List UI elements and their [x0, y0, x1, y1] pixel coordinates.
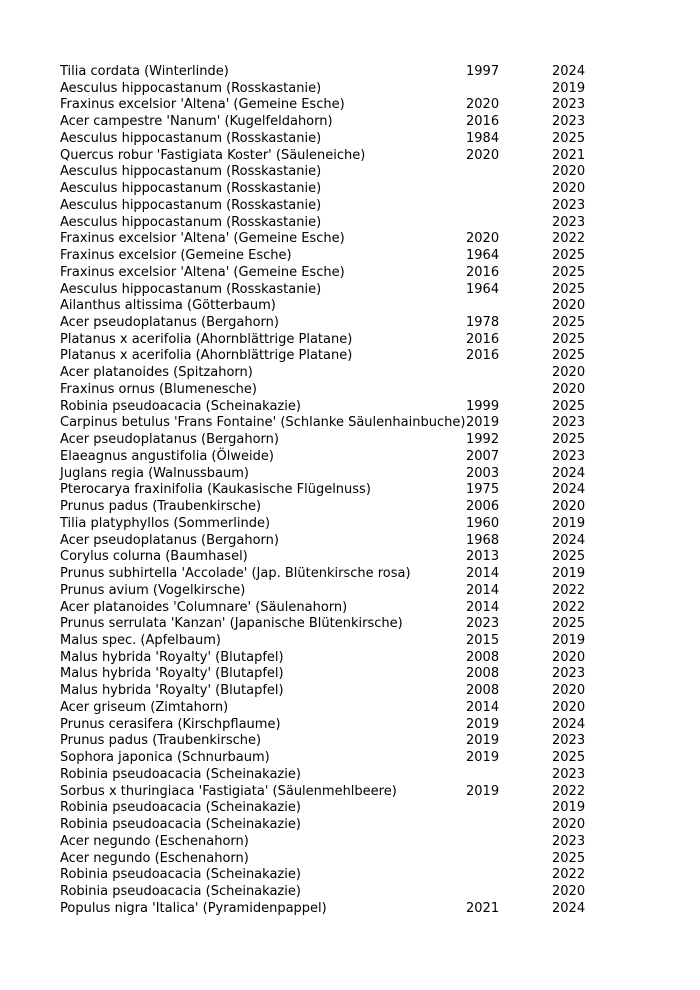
- table-row: [60, 482, 600, 499]
- planted-year-cell: 2016: [466, 114, 500, 130]
- table-row: [60, 315, 600, 332]
- checked-year-cell: 2020: [552, 298, 586, 314]
- planted-year-cell: [466, 215, 552, 232]
- table-row: [60, 181, 600, 198]
- checked-year-cell: 2025: [552, 850, 586, 866]
- tree-name-cell: Malus hybrida 'Royalty' (Blutapfel): [60, 649, 284, 665]
- planted-year-cell: 2020: [466, 97, 500, 113]
- tree-name-cell: Fraxinus ornus (Blumenesche): [60, 381, 257, 397]
- table-row: [60, 717, 600, 734]
- table-row: [60, 884, 600, 901]
- tree-name-cell: Aesculus hippocastanum (Rosskastanie): [60, 197, 322, 213]
- table-row: [60, 282, 600, 299]
- table-row: [60, 215, 600, 232]
- checked-year-cell: 2022: [552, 867, 586, 883]
- planted-year-cell: 1992: [466, 432, 500, 448]
- checked-year-cell: 2023: [552, 666, 586, 682]
- tree-name-cell: Tilia cordata (Winterlinde): [60, 64, 229, 79]
- planted-year-cell: [466, 767, 552, 784]
- tree-name-cell: Acer pseudoplatanus (Bergahorn): [60, 432, 279, 448]
- planted-year-cell: 2013: [466, 549, 500, 565]
- tree-name-cell: Platanus x acerifolia (Ahornblättrige Platane): [60, 348, 353, 364]
- planted-year-cell: [466, 181, 552, 198]
- table-row: [60, 64, 600, 81]
- planted-year-cell: [466, 884, 552, 901]
- planted-year-cell: 1964: [466, 281, 500, 297]
- table-row: [60, 131, 600, 148]
- planted-year-cell: 2003: [466, 465, 500, 481]
- planted-year-cell: 1999: [466, 398, 500, 414]
- planted-year-cell: [466, 817, 552, 834]
- tree-name-cell: Aesculus hippocastanum (Rosskastanie): [60, 181, 322, 197]
- planted-year-cell: 1964: [466, 248, 500, 264]
- tree-name-cell: Robinia pseudoacacia (Scheinakazie): [60, 817, 301, 833]
- checked-year-cell: 2022: [552, 783, 586, 799]
- checked-year-cell: 2023: [552, 733, 586, 749]
- planted-year-cell: [466, 365, 552, 382]
- tree-name-cell: Acer griseum (Zimtahorn): [60, 699, 229, 715]
- checked-year-cell: 2024: [552, 482, 586, 498]
- planted-year-cell: 2016: [466, 331, 500, 347]
- planted-year-cell: 2008: [466, 666, 500, 682]
- planted-year-cell: 2023: [466, 616, 500, 632]
- table-row: [60, 800, 600, 817]
- table-row: [60, 566, 600, 583]
- planted-year-cell: 1997: [466, 64, 500, 79]
- checked-year-cell: 2025: [552, 398, 586, 414]
- tree-name-cell: Platanus x acerifolia (Ahornblättrige Platane): [60, 331, 353, 347]
- table-row: [60, 650, 600, 667]
- tree-name-cell: Acer platanoides 'Columnare' (Säulenahorn): [60, 599, 348, 615]
- tree-name-cell: Acer pseudoplatanus (Bergahorn): [60, 532, 279, 548]
- tree-table: [60, 64, 600, 917]
- checked-year-cell: 2019: [552, 515, 586, 531]
- table-row: [60, 750, 600, 767]
- planted-year-cell: [466, 834, 552, 851]
- checked-year-cell: 2022: [552, 231, 586, 247]
- checked-year-cell: 2020: [552, 649, 586, 665]
- checked-year-cell: 2025: [552, 348, 586, 364]
- planted-year-cell: 2006: [466, 499, 500, 515]
- checked-year-cell: 2025: [552, 248, 586, 264]
- planted-year-cell: 2016: [466, 348, 500, 364]
- planted-year-cell: 2016: [466, 264, 500, 280]
- table-row: [60, 231, 600, 248]
- planted-year-cell: [466, 867, 552, 884]
- tree-name-cell: Robinia pseudoacacia (Scheinakazie): [60, 398, 301, 414]
- planted-year-cell: 2014: [466, 566, 500, 582]
- tree-name-cell: Robinia pseudoacacia (Scheinakazie): [60, 800, 301, 816]
- planted-year-cell: 1978: [466, 315, 500, 331]
- checked-year-cell: 2020: [552, 365, 586, 381]
- tree-name-cell: Prunus padus (Traubenkirsche): [60, 733, 262, 749]
- table-row: [60, 332, 600, 349]
- table-row: [60, 784, 600, 801]
- tree-name-cell: Malus hybrida 'Royalty' (Blutapfel): [60, 666, 284, 682]
- checked-year-cell: 2024: [552, 532, 586, 548]
- tree-name-cell: Aesculus hippocastanum (Rosskastanie): [60, 281, 322, 297]
- planted-year-cell: 2008: [466, 683, 500, 699]
- table-row: [60, 198, 600, 215]
- tree-name-cell: Malus hybrida 'Royalty' (Blutapfel): [60, 683, 284, 699]
- checked-year-cell: 2019: [552, 566, 586, 582]
- tree-name-cell: Fraxinus excelsior (Gemeine Esche): [60, 248, 292, 264]
- tree-table-body: [60, 64, 600, 917]
- tree-name-cell: Tilia platyphyllos (Sommerlinde): [60, 515, 271, 531]
- checked-year-cell: 2021: [552, 147, 586, 163]
- checked-year-cell: 2020: [552, 499, 586, 515]
- checked-year-cell: 2023: [552, 214, 586, 230]
- checked-year-cell: 2020: [552, 883, 586, 899]
- tree-name-cell: Prunus serrulata 'Kanzan' (Japanische Blütenkirsche): [60, 616, 403, 632]
- table-row: [60, 449, 600, 466]
- checked-year-cell: 2023: [552, 114, 586, 130]
- planted-year-cell: 2019: [466, 783, 500, 799]
- checked-year-cell: 2022: [552, 582, 586, 598]
- planted-year-cell: 1975: [466, 482, 500, 498]
- tree-name-cell: Elaeagnus angustifolia (Ölweide): [60, 448, 274, 464]
- planted-year-cell: 2019: [466, 750, 500, 766]
- checked-year-cell: 2025: [552, 750, 586, 766]
- tree-name-cell: Aesculus hippocastanum (Rosskastanie): [60, 80, 322, 96]
- tree-name-cell: Acer negundo (Eschenahorn): [60, 850, 249, 866]
- checked-year-cell: 2025: [552, 281, 586, 297]
- tree-name-cell: Ailanthus altissima (Götterbaum): [60, 298, 276, 314]
- table-row: [60, 533, 600, 550]
- planted-year-cell: 2015: [466, 632, 500, 648]
- table-row: [60, 248, 600, 265]
- tree-name-cell: Robinia pseudoacacia (Scheinakazie): [60, 867, 301, 883]
- checked-year-cell: 2020: [552, 164, 586, 180]
- tree-name-cell: Acer negundo (Eschenahorn): [60, 833, 249, 849]
- checked-year-cell: 2019: [552, 80, 586, 96]
- planted-year-cell: [466, 382, 552, 399]
- checked-year-cell: 2025: [552, 331, 586, 347]
- planted-year-cell: 1968: [466, 532, 500, 548]
- planted-year-cell: [466, 164, 552, 181]
- planted-year-cell: 2008: [466, 649, 500, 665]
- checked-year-cell: 2024: [552, 900, 586, 916]
- table-row: [60, 600, 600, 617]
- tree-name-cell: Prunus avium (Vogelkirsche): [60, 582, 246, 598]
- checked-year-cell: 2023: [552, 766, 586, 782]
- checked-year-cell: 2024: [552, 465, 586, 481]
- planted-year-cell: 2021: [466, 900, 500, 916]
- table-row: [60, 432, 600, 449]
- checked-year-cell: 2025: [552, 616, 586, 632]
- tree-name-cell: Aesculus hippocastanum (Rosskastanie): [60, 164, 322, 180]
- planted-year-cell: [466, 81, 552, 98]
- planted-year-cell: 2007: [466, 448, 500, 464]
- tree-name-cell: Fraxinus excelsior 'Altena' (Gemeine Esche): [60, 97, 345, 113]
- tree-name-cell: Carpinus betulus 'Frans Fontaine' (Schlanke Säulenhainbuche): [60, 415, 466, 431]
- table-row: [60, 466, 600, 483]
- checked-year-cell: 2019: [552, 632, 586, 648]
- planted-year-cell: 2020: [466, 231, 500, 247]
- tree-name-cell: Sorbus x thuringiaca 'Fastigiata' (Säulenmehlbeere): [60, 783, 397, 799]
- tree-name-cell: Acer pseudoplatanus (Bergahorn): [60, 315, 279, 331]
- table-row: [60, 415, 600, 432]
- table-row: [60, 683, 600, 700]
- planted-year-cell: [466, 298, 552, 315]
- tree-name-cell: Prunus cerasifera (Kirschpflaume): [60, 716, 281, 732]
- tree-name-cell: Prunus subhirtella 'Accolade' (Jap. Blütenkirsche rosa): [60, 566, 411, 582]
- tree-name-cell: Aesculus hippocastanum (Rosskastanie): [60, 130, 322, 146]
- table-row: [60, 767, 600, 784]
- table-row: [60, 700, 600, 717]
- table-row: [60, 616, 600, 633]
- table-row: [60, 516, 600, 533]
- planted-year-cell: [466, 851, 552, 868]
- tree-name-cell: Juglans regia (Walnussbaum): [60, 465, 249, 481]
- planted-year-cell: 1984: [466, 130, 500, 146]
- table-row: [60, 666, 600, 683]
- tree-name-cell: Fraxinus excelsior 'Altena' (Gemeine Esche): [60, 264, 345, 280]
- planted-year-cell: 2014: [466, 699, 500, 715]
- table-row: [60, 583, 600, 600]
- table-row: [60, 148, 600, 165]
- table-row: [60, 633, 600, 650]
- tree-name-cell: Malus spec. (Apfelbaum): [60, 632, 221, 648]
- planted-year-cell: 2014: [466, 582, 500, 598]
- planted-year-cell: 2019: [466, 716, 500, 732]
- table-row: [60, 834, 600, 851]
- tree-name-cell: Fraxinus excelsior 'Altena' (Gemeine Esche): [60, 231, 345, 247]
- checked-year-cell: 2023: [552, 448, 586, 464]
- checked-year-cell: 2025: [552, 315, 586, 331]
- tree-name-cell: Quercus robur 'Fastigiata Koster' (Säuleneiche): [60, 147, 366, 163]
- table-row: [60, 348, 600, 365]
- planted-year-cell: 2019: [466, 415, 500, 431]
- tree-name-cell: Populus nigra 'Italica' (Pyramidenpappel): [60, 900, 327, 916]
- table-row: [60, 365, 600, 382]
- checked-year-cell: 2024: [552, 716, 586, 732]
- table-row: [60, 901, 600, 918]
- checked-year-cell: 2025: [552, 130, 586, 146]
- tree-name-cell: Robinia pseudoacacia (Scheinakazie): [60, 883, 301, 899]
- checked-year-cell: 2020: [552, 683, 586, 699]
- checked-year-cell: 2020: [552, 181, 586, 197]
- checked-year-cell: 2020: [552, 817, 586, 833]
- checked-year-cell: 2023: [552, 197, 586, 213]
- table-row: [60, 265, 600, 282]
- table-row: [60, 733, 600, 750]
- checked-year-cell: 2025: [552, 432, 586, 448]
- table-row: [60, 399, 600, 416]
- table-row: [60, 851, 600, 868]
- planted-year-cell: 1960: [466, 515, 500, 531]
- table-row: [60, 817, 600, 834]
- checked-year-cell: 2023: [552, 833, 586, 849]
- table-row: [60, 499, 600, 516]
- checked-year-cell: 2025: [552, 264, 586, 280]
- table-row: [60, 81, 600, 98]
- table-row: [60, 549, 600, 566]
- planted-year-cell: [466, 198, 552, 215]
- tree-name-cell: Acer campestre 'Nanum' (Kugelfeldahorn): [60, 114, 333, 130]
- table-row: [60, 164, 600, 181]
- planted-year-cell: [466, 800, 552, 817]
- checked-year-cell: 2023: [552, 97, 586, 113]
- tree-name-cell: Robinia pseudoacacia (Scheinakazie): [60, 766, 301, 782]
- checked-year-cell: 2024: [552, 64, 586, 79]
- table-row: [60, 382, 600, 399]
- table-row: [60, 114, 600, 131]
- table-row: [60, 97, 600, 114]
- checked-year-cell: 2023: [552, 415, 586, 431]
- tree-name-cell: Corylus colurna (Baumhasel): [60, 549, 248, 565]
- tree-name-cell: Sophora japonica (Schnurbaum): [60, 750, 270, 766]
- table-row: [60, 867, 600, 884]
- table-row: [60, 298, 600, 315]
- planted-year-cell: 2019: [466, 733, 500, 749]
- tree-name-cell: Aesculus hippocastanum (Rosskastanie): [60, 214, 322, 230]
- planted-year-cell: 2014: [466, 599, 500, 615]
- checked-year-cell: 2020: [552, 699, 586, 715]
- checked-year-cell: 2020: [552, 381, 586, 397]
- tree-name-cell: Acer platanoides (Spitzahorn): [60, 365, 253, 381]
- tree-name-cell: Pterocarya fraxinifolia (Kaukasische Flügelnuss): [60, 482, 371, 498]
- tree-name-cell: Prunus padus (Traubenkirsche): [60, 499, 262, 515]
- planted-year-cell: 2020: [466, 147, 500, 163]
- checked-year-cell: 2022: [552, 599, 586, 615]
- checked-year-cell: 2019: [552, 800, 586, 816]
- checked-year-cell: 2025: [552, 549, 586, 565]
